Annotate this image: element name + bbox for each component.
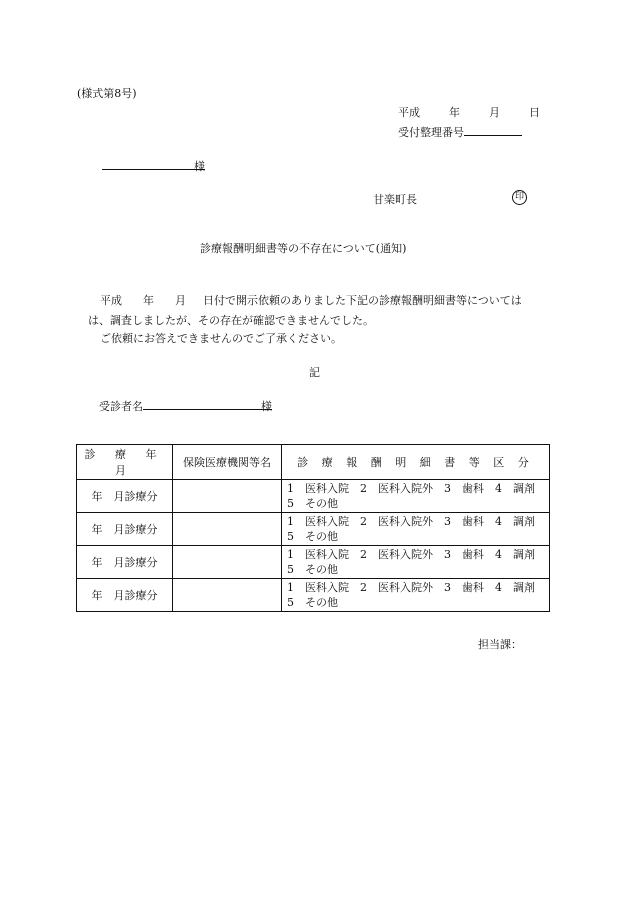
row-period: 年 月診療分 [77, 480, 173, 513]
row-category [282, 579, 550, 612]
row-category-line2: 5 その他 [287, 497, 338, 510]
row-category-line1: 1 医科入院 2 医科入院外 3 歯科 4 調剤 [287, 482, 535, 495]
patient-suffix: 様 [261, 400, 272, 413]
body-rest: 日付で開示依頼のありました下記の診療報酬明細書等については [203, 294, 522, 307]
row-institution [173, 480, 282, 513]
header-category: 診 療 報 酬 明 細 書 等 区 分 [282, 445, 550, 480]
row-category [282, 513, 550, 546]
row-period: 年 月診療分 [77, 546, 173, 579]
sender: 甘楽町長 [373, 193, 417, 206]
department-label: 担当課： [478, 638, 522, 651]
date-month: 月 [489, 106, 500, 119]
date-line [398, 104, 540, 120]
row-category-line1: 1 医科入院 2 医科入院外 3 歯科 4 調剤 [287, 581, 535, 594]
row-institution [173, 546, 282, 579]
receipt-number-field [464, 124, 522, 136]
header-institution: 保険医療機関等名 [173, 445, 282, 480]
body-line-1 [100, 292, 522, 308]
row-institution [173, 513, 282, 546]
patient-label: 受診者名 [99, 400, 143, 413]
document-title: 診療報酬明細書等の不存在について(通知) [200, 242, 407, 255]
patient-line [99, 398, 272, 414]
body-era: 平成 [100, 294, 122, 307]
seal-icon: 印 [512, 190, 527, 205]
table-row [77, 513, 550, 546]
row-category-line1: 1 医科入院 2 医科入院外 3 歯科 4 調剤 [287, 548, 535, 561]
body-line-3: ご依頼にお答えできませんのでご了承ください。 [100, 332, 342, 345]
row-period: 年 月診療分 [77, 513, 173, 546]
date-era: 平成 [398, 106, 420, 119]
form-number: (様式第8号) [77, 87, 137, 100]
header-period: 診 療 年 月 [77, 445, 173, 480]
table-header-row [77, 445, 550, 480]
row-period: 年 月診療分 [77, 579, 173, 612]
claims-table [76, 444, 550, 612]
body-year: 年 [143, 294, 154, 307]
ki-label: 記 [309, 366, 320, 379]
addressee-field [102, 158, 194, 170]
table-row [77, 579, 550, 612]
receipt-label: 受付整理番号 [398, 126, 464, 139]
patient-name-field [143, 398, 261, 410]
receipt-number-line [398, 124, 522, 140]
row-category [282, 480, 550, 513]
body-month: 月 [175, 294, 186, 307]
table-row [77, 546, 550, 579]
date-day: 日 [529, 106, 540, 119]
body-line-2: は、調査しましたが、その存在が確認できませんでした。 [88, 314, 374, 327]
row-institution [173, 579, 282, 612]
date-year: 年 [449, 106, 460, 119]
row-category-line2: 5 その他 [287, 563, 338, 576]
addressee-suffix: 様 [194, 160, 205, 173]
row-category [282, 546, 550, 579]
addressee-line [102, 158, 205, 173]
row-category-line2: 5 その他 [287, 596, 338, 609]
row-category-line2: 5 その他 [287, 530, 338, 543]
table-row [77, 480, 550, 513]
row-category-line1: 1 医科入院 2 医科入院外 3 歯科 4 調剤 [287, 515, 535, 528]
